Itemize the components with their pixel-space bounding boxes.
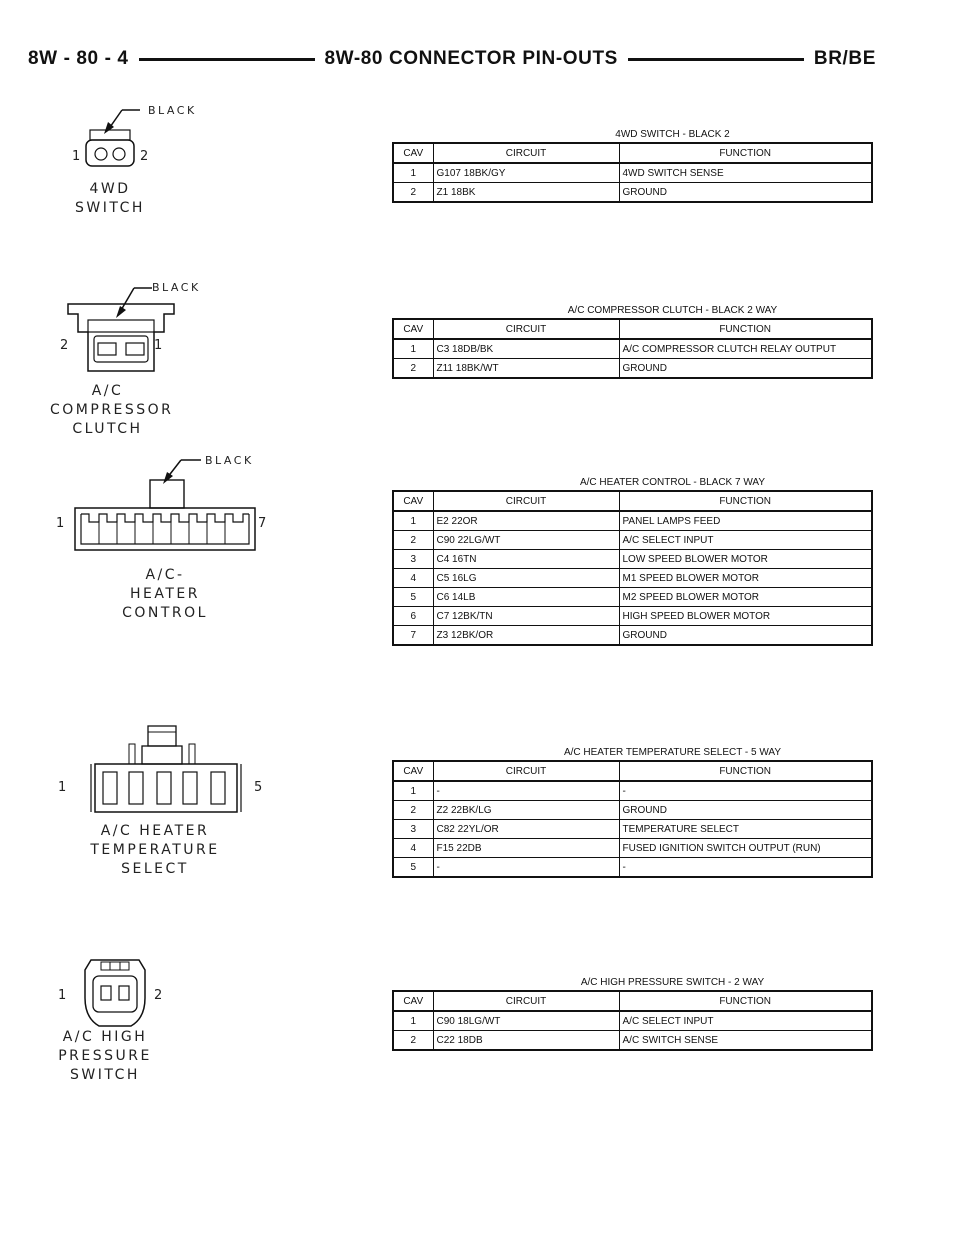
table-row — [393, 1011, 872, 1031]
table-row — [393, 339, 872, 359]
table-header-row — [393, 991, 872, 1011]
col-header-function: FUNCTION — [619, 143, 872, 163]
col-header-function: FUNCTION — [619, 991, 872, 1011]
page-number: 8W - 80 - 4 — [28, 48, 129, 69]
table-row — [393, 839, 872, 858]
circuit-cell: - — [433, 858, 619, 878]
col-header-circuit: CIRCUIT — [433, 319, 619, 339]
section-title: 8W-80 CONNECTOR PIN-OUTS — [324, 48, 618, 69]
pinout-table — [392, 142, 873, 203]
col-header-function: FUNCTION — [619, 761, 872, 781]
connector-name: A/C COMPRESSOR CLUTCH — [50, 383, 174, 437]
connector-diagram-ac-compressor-clutch — [50, 276, 210, 441]
connector-diagram-ac-high-pressure-switch — [55, 948, 195, 1088]
circuit-cell: C22 18DB — [433, 1031, 619, 1051]
col-header-cav: CAV — [393, 761, 433, 781]
col-header-function: FUNCTION — [619, 319, 872, 339]
cav-cell: 2 — [393, 359, 433, 379]
table-title: 4WD SWITCH - BLACK 2 — [615, 129, 730, 140]
table-row — [393, 359, 872, 379]
cav-cell: 2 — [393, 801, 433, 820]
connector-table-ac-heater-control — [392, 476, 873, 646]
pinout-table — [392, 760, 873, 878]
function-cell: A/C SWITCH SENSE — [619, 1031, 872, 1051]
cav-cell: 3 — [393, 820, 433, 839]
connector-name: 4WD SWITCH — [75, 181, 145, 216]
connector-color-label: BLACK — [148, 104, 197, 117]
table-title: A/C HEATER TEMPERATURE SELECT - 5 WAY — [563, 747, 782, 758]
function-cell: HIGH SPEED BLOWER MOTOR — [619, 607, 872, 626]
table-header-row — [393, 491, 872, 511]
pin-number-right: 2 — [154, 988, 163, 1003]
table-row — [393, 801, 872, 820]
cav-cell: 1 — [393, 339, 433, 359]
header-rule — [628, 58, 804, 61]
pinout-table — [392, 990, 873, 1051]
table-title: A/C COMPRESSOR CLUTCH - BLACK 2 WAY — [567, 305, 778, 316]
connector-name: A/C- HEATER CONTROL — [122, 567, 208, 621]
pinout-table — [392, 490, 873, 646]
circuit-cell: C90 22LG/WT — [433, 531, 619, 550]
col-header-circuit: CIRCUIT — [433, 991, 619, 1011]
pin-number-right: 7 — [258, 516, 267, 531]
function-cell: A/C SELECT INPUT — [619, 531, 872, 550]
circuit-cell: C4 16TN — [433, 550, 619, 569]
connector-name: A/C HIGH PRESSURE SWITCH — [58, 1029, 152, 1083]
model-code: BR/BE — [813, 48, 876, 69]
cav-cell: 5 — [393, 588, 433, 607]
pin-number-right: 5 — [254, 780, 263, 795]
function-cell: FUSED IGNITION SWITCH OUTPUT (RUN) — [619, 839, 872, 858]
pin-number-left: 1 — [72, 149, 81, 164]
function-cell: M1 SPEED BLOWER MOTOR — [619, 569, 872, 588]
circuit-cell: Z1 18BK — [433, 183, 619, 203]
table-row — [393, 588, 872, 607]
cav-cell: 2 — [393, 531, 433, 550]
cav-cell: 6 — [393, 607, 433, 626]
function-cell: - — [619, 858, 872, 878]
col-header-circuit: CIRCUIT — [433, 491, 619, 511]
table-title: A/C HIGH PRESSURE SWITCH - 2 WAY — [580, 977, 765, 988]
table-header-row — [393, 761, 872, 781]
table-row — [393, 820, 872, 839]
table-row — [393, 607, 872, 626]
table-row — [393, 858, 872, 878]
table-row — [393, 781, 872, 801]
connector-table-ac-heater-temperature-select — [392, 746, 873, 878]
pinout-table — [392, 318, 873, 379]
col-header-cav: CAV — [393, 991, 433, 1011]
pin-number-right: 2 — [140, 149, 149, 164]
page-header — [28, 42, 876, 76]
connector-ac-heater-temperature-select-drawing — [55, 720, 285, 820]
connector-table-ac-high-pressure-switch — [392, 976, 873, 1051]
connector-color-label: BLACK — [205, 454, 254, 467]
circuit-cell: C5 16LG — [433, 569, 619, 588]
connector-diagram-ac-heater-control — [55, 450, 285, 625]
connector-table-4wd-switch — [392, 128, 873, 203]
circuit-cell: E2 22OR — [433, 511, 619, 531]
table-row — [393, 626, 872, 646]
function-cell: PANEL LAMPS FEED — [619, 511, 872, 531]
function-cell: LOW SPEED BLOWER MOTOR — [619, 550, 872, 569]
circuit-cell: Z3 12BK/OR — [433, 626, 619, 646]
cav-cell: 5 — [393, 858, 433, 878]
circuit-cell: C3 18DB/BK — [433, 339, 619, 359]
table-row — [393, 183, 872, 203]
circuit-cell: C90 18LG/WT — [433, 1011, 619, 1031]
cav-cell: 4 — [393, 569, 433, 588]
circuit-cell: Z2 22BK/LG — [433, 801, 619, 820]
function-cell: M2 SPEED BLOWER MOTOR — [619, 588, 872, 607]
pin-number-left: 1 — [58, 988, 67, 1003]
table-row — [393, 550, 872, 569]
function-cell: A/C COMPRESSOR CLUTCH RELAY OUTPUT — [619, 339, 872, 359]
circuit-cell: F15 22DB — [433, 839, 619, 858]
function-cell: - — [619, 781, 872, 801]
cav-cell: 4 — [393, 839, 433, 858]
header-rule — [139, 58, 315, 61]
function-cell: GROUND — [619, 183, 872, 203]
circuit-cell: - — [433, 781, 619, 801]
col-header-function: FUNCTION — [619, 491, 872, 511]
table-title: A/C HEATER CONTROL - BLACK 7 WAY — [579, 477, 766, 488]
circuit-cell: G107 18BK/GY — [433, 163, 619, 183]
pin-number-left: 2 — [60, 338, 69, 353]
connector-diagram-ac-heater-temperature-select — [55, 720, 285, 880]
circuit-cell: C82 22YL/OR — [433, 820, 619, 839]
connector-table-ac-compressor-clutch — [392, 304, 873, 379]
circuit-cell: C6 14LB — [433, 588, 619, 607]
table-row — [393, 163, 872, 183]
cav-cell: 2 — [393, 1031, 433, 1051]
cav-cell: 1 — [393, 163, 433, 183]
connector-name: A/C HEATER TEMPERATURE SELECT — [90, 823, 220, 877]
col-header-circuit: CIRCUIT — [433, 143, 619, 163]
function-cell: TEMPERATURE SELECT — [619, 820, 872, 839]
cav-cell: 1 — [393, 511, 433, 531]
col-header-cav: CAV — [393, 319, 433, 339]
table-row — [393, 1031, 872, 1051]
circuit-cell: Z11 18BK/WT — [433, 359, 619, 379]
function-cell: GROUND — [619, 359, 872, 379]
function-cell: A/C SELECT INPUT — [619, 1011, 872, 1031]
connector-ac-high-pressure-switch-drawing — [55, 948, 195, 1038]
cav-cell: 7 — [393, 626, 433, 646]
pin-number-left: 1 — [56, 516, 65, 531]
table-header-row — [393, 143, 872, 163]
pin-number-left: 1 — [58, 780, 67, 795]
col-header-cav: CAV — [393, 491, 433, 511]
connector-diagram-4wd-switch — [60, 100, 200, 220]
function-cell: 4WD SWITCH SENSE — [619, 163, 872, 183]
connector-color-label: BLACK — [152, 281, 201, 294]
table-row — [393, 511, 872, 531]
table-row — [393, 531, 872, 550]
pin-number-right: 1 — [154, 338, 163, 353]
cav-cell: 3 — [393, 550, 433, 569]
cav-cell: 1 — [393, 1011, 433, 1031]
table-row — [393, 569, 872, 588]
function-cell: GROUND — [619, 626, 872, 646]
cav-cell: 2 — [393, 183, 433, 203]
col-header-circuit: CIRCUIT — [433, 761, 619, 781]
table-header-row — [393, 319, 872, 339]
cav-cell: 1 — [393, 781, 433, 801]
function-cell: GROUND — [619, 801, 872, 820]
circuit-cell: C7 12BK/TN — [433, 607, 619, 626]
col-header-cav: CAV — [393, 143, 433, 163]
